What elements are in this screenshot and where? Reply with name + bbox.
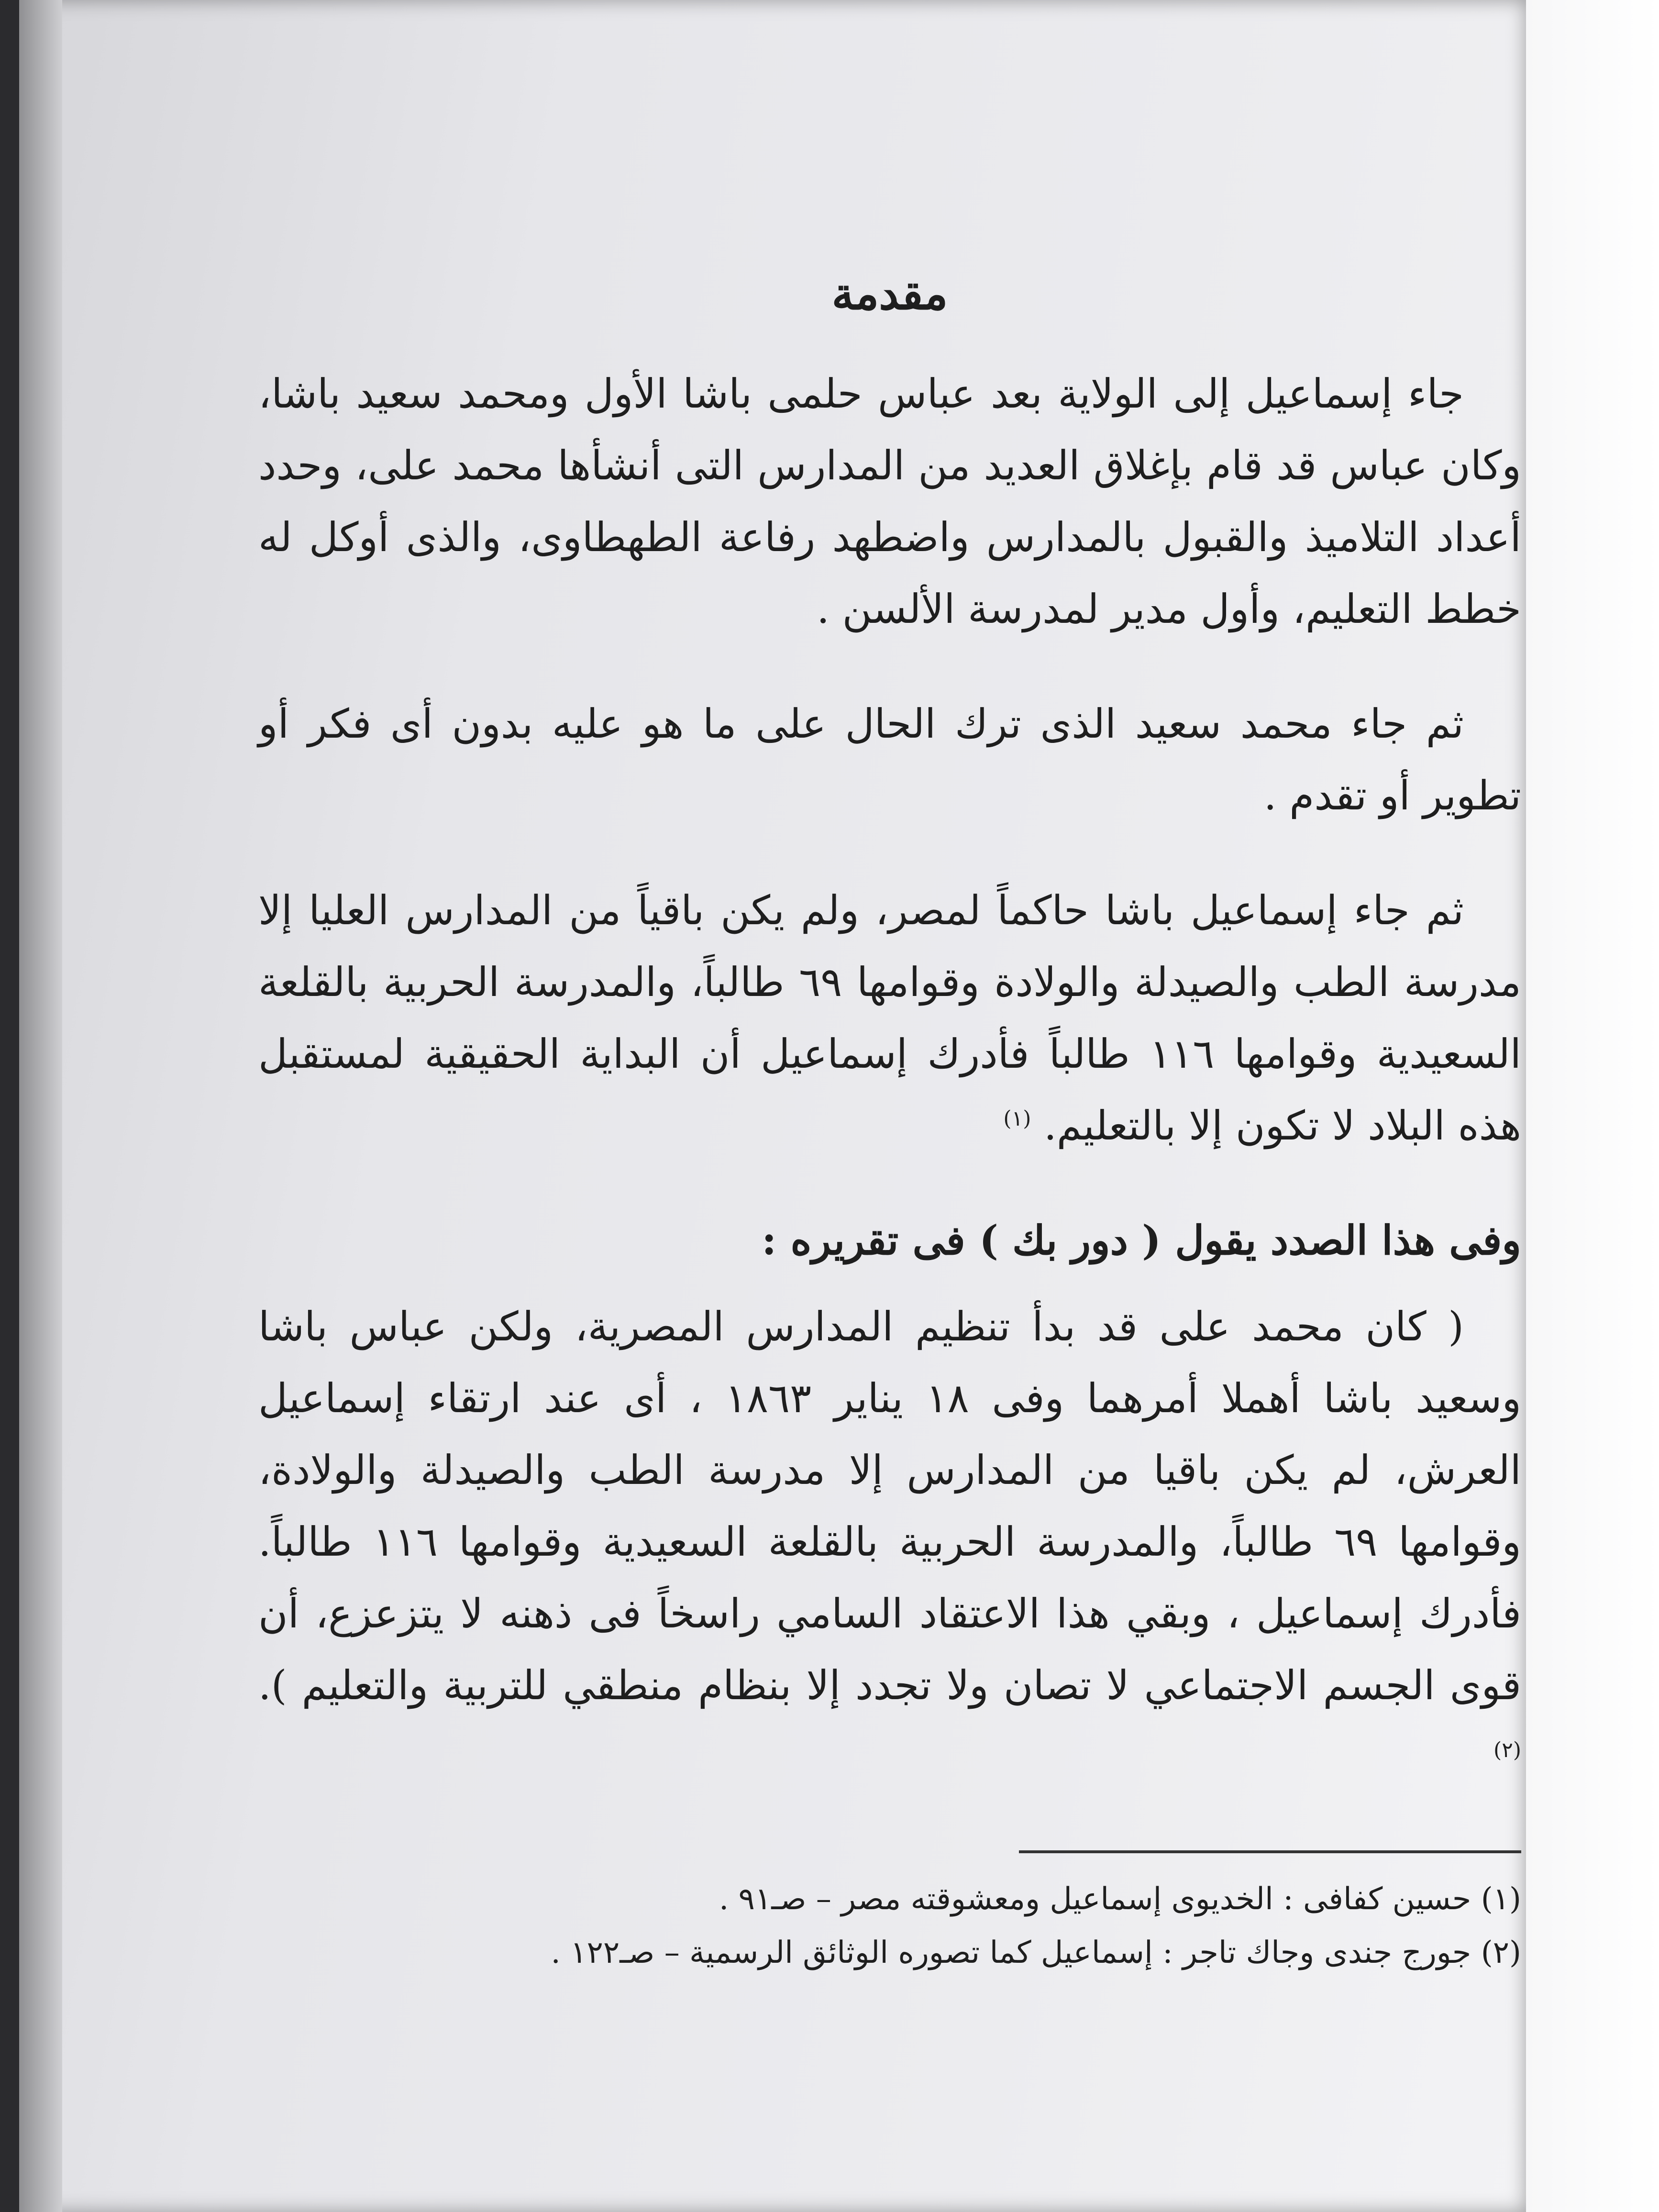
footnote-ref-2: (٢): [1493, 1738, 1521, 1762]
paragraph-3: [258, 874, 1521, 1161]
page-content: [258, 268, 1521, 1980]
footnote-2: (٢) جورج جندى وجاك تاجر : إسماعيل كما تصوره الوثائق الرسمية – صـ١٢٢ .: [551, 1935, 1521, 1970]
section-heading: وفى هذا الصدد يقول ( دور بك ) فى تقريره :: [762, 1217, 1521, 1264]
footnote-1: (١) حسين كفافى : الخديوى إسماعيل ومعشوقته مصر – صـ٩١ .: [719, 1881, 1521, 1917]
quote-paragraph: [258, 1291, 1521, 1793]
quote-text: ( كان محمد على قد بدأ تنظيم المدارس المصرية، ولكن عباس باشا وسعيد باشا أهملا أمرهما وفى ١٨ يناير ١٨٦٣ ، أى عند ارتقاء إسماعيل العرش، لم يكن باقيا من المدارس إلا مدرسة الطب والصيدلة والولادة، وقوامها ٦٩ طالباً، والمدرسة الحربية بالقلعة السعيدية وقوامها ١١٦ طالباً. فأدرك إسماعيل ، وبقي هذا الاعتقاد السامي راسخاً فى ذهنه لا يتزعزع، أن قوى الجسم الاجتماعي لا تصان ولا تجدد إلا بنظام منطقي للتربية والتعليم ).: [258, 1303, 1522, 1709]
paragraph-3-text: ثم جاء إسماعيل باشا حاكماً لمصر، ولم يكن باقياً من المدارس العليا إلا مدرسة الطب والصيدلة والولادة وقوامها ٦٩ طالباً، والمدرسة الحربية بالقلعة السعيدية وقوامها ١١٦ طالباً فأدرك إسماعيل أن البداية الحقيقية لمستقبل هذه البلاد لا تكون إلا بالتعليم.: [258, 887, 1522, 1149]
footnote-ref-1: (١): [1003, 1106, 1031, 1131]
page-title: مقدمة: [831, 268, 948, 320]
paragraph-1: جاء إسماعيل إلى الولاية بعد عباس حلمى باشا الأول ومحمد سعيد باشا، وكان عباس قد قام بإغلاق العديد من المدارس التى أنشأها محمد على، وحدد أعداد التلاميذ والقبول بالمدارس واضطهد رفاعة الطهطاوى، والذى أوكل له خطط التعليم، وأول مدير لمدرسة الألسن .: [258, 370, 1521, 632]
footnote-divider: [1019, 1850, 1521, 1853]
page-binding-edge: [19, 0, 62, 2212]
paragraph-2: ثم جاء محمد سعيد الذى ترك الحال على ما هو عليه بدون أى فكر أو تطوير أو تقدم .: [258, 700, 1521, 819]
facing-page-edge: [1526, 0, 1659, 2212]
